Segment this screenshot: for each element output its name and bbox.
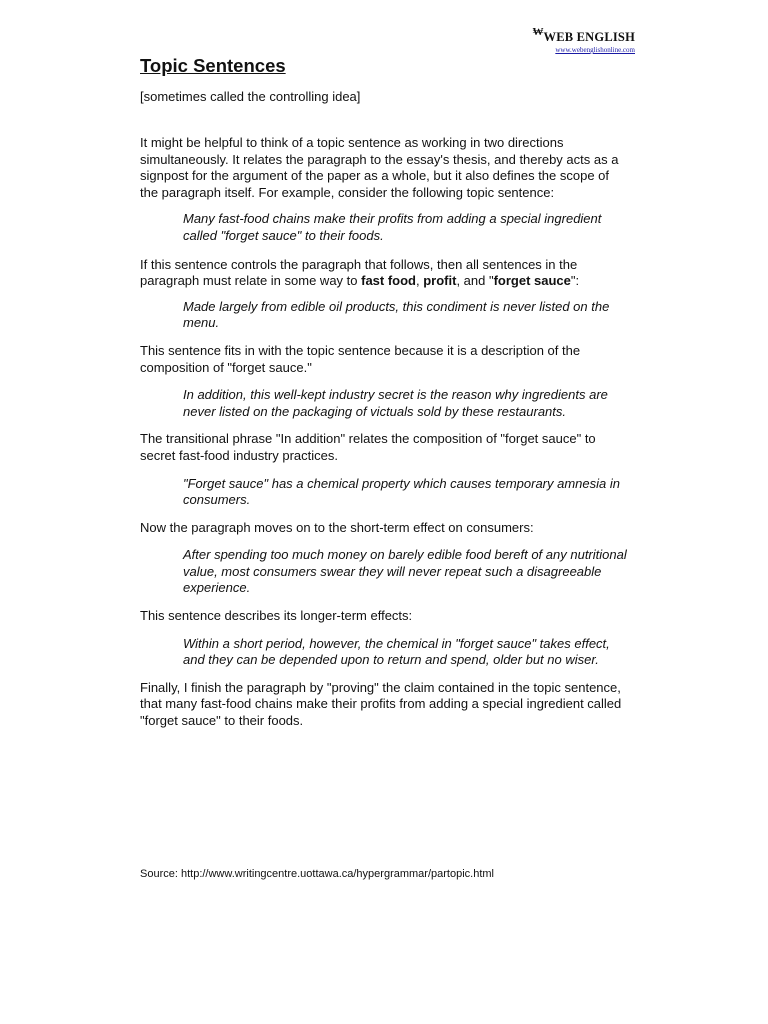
web-english-logo[interactable] — [525, 25, 635, 54]
logo-line — [525, 25, 635, 46]
logo-name: WEB ENGLISH — [543, 30, 635, 44]
paragraph-3: This sentence fits in with the topic sentence because it is a description of the composition of "forget sauce." — [140, 342, 581, 375]
subtitle: [sometimes called the controlling idea] — [140, 89, 361, 104]
keyword-forget-sauce: forget sauce — [493, 273, 571, 289]
example-quote-2: Made largely from edible oil products, this condiment is never listed on the menu. — [183, 298, 610, 331]
example-quote-3: In addition, this well-kept industry secret is the reason why ingredients are never listed on the packaging of victuals sold by these restaurants. — [183, 387, 608, 419]
paragraph-2 — [140, 257, 630, 290]
paragraph-2-text-after: ": — [570, 273, 580, 289]
logo-url-link[interactable]: www.webenglishonline.com — [555, 46, 635, 54]
example-quote-5: After spending too much money on barely edible food bereft of any nutritional value, most consumers swear they will never repeat such a disagreeable experience. — [183, 547, 627, 596]
page-title: Topic Sentences — [140, 55, 286, 76]
paragraph-5: Now the paragraph moves on to the short-term effect on consumers: — [140, 519, 534, 535]
intro-paragraph: It might be helpful to think of a topic sentence as working in two directions simultaneously. It relates the paragraph to the essay's thesis, and thereby acts as a signpost for the argument of the paper as a whole, but it also defines the scope of the paragraph itself. For example, consider the following topic sentence: — [140, 135, 619, 200]
example-quote-4: "Forget sauce" has a chemical property which causes temporary amnesia in consumers. — [183, 475, 620, 508]
paragraph-2-text-before: If this sentence controls the paragraph that follows, then all sentences in the paragraph must relate in some way to — [140, 256, 578, 289]
paragraph-6: This sentence describes its longer-term effects: — [140, 608, 413, 624]
document-body — [140, 54, 630, 730]
keyword-profit: profit — [423, 273, 457, 289]
source-citation: Source: http://www.writingcentre.uottawa.ca/hypergrammar/partopic.html — [140, 868, 494, 880]
example-quote-1: Many fast-food chains make their profits from adding a special ingredient called "forget sauce" to their foods. — [183, 211, 602, 243]
paragraph-2-sep-2: , and " — [456, 273, 494, 289]
won-sign-icon: ₩ — [532, 25, 544, 38]
example-quote-6: Within a short period, however, the chemical in "forget sauce" takes effect, and they can be depended upon to return and spend, older but no wiser. — [183, 635, 610, 668]
paragraph-4: The transitional phrase "In addition" relates the composition of "forget sauce" to secret fast-food industry practices. — [140, 431, 596, 463]
keyword-fast-food: fast food — [361, 273, 416, 289]
paragraph-2-sep-1: , — [416, 273, 424, 289]
paragraph-7: Finally, I finish the paragraph by "proving" the claim contained in the topic sentence, that many fast-food chains make their profits from adding a special ingredient called "forget sauce" to their foods. — [140, 679, 622, 729]
